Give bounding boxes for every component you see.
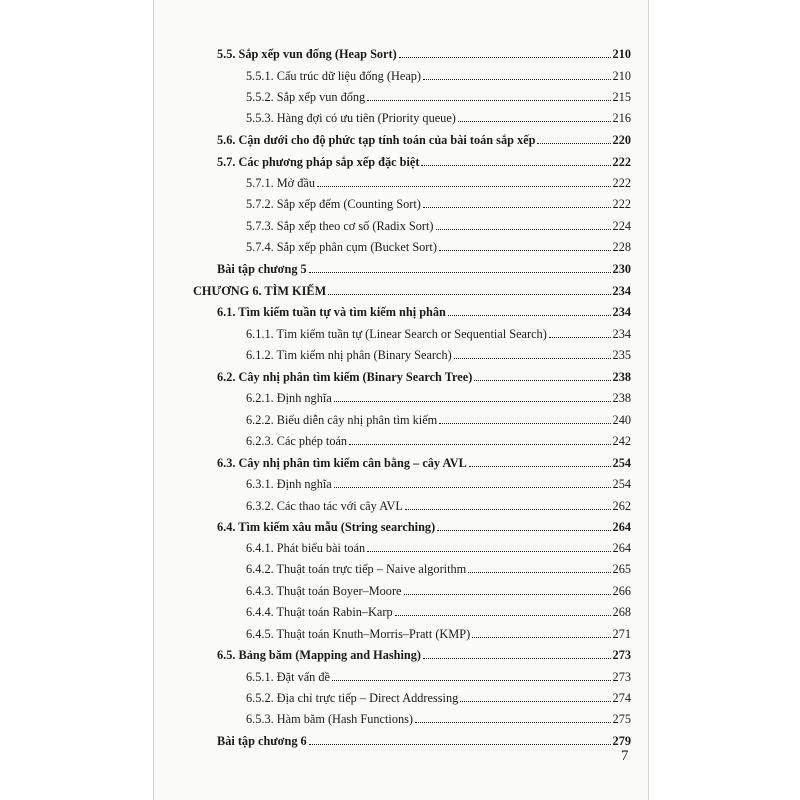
toc-entry-title: 5.5.2. Sắp xếp vun đống [246,90,366,104]
toc-dot-leader [423,658,611,659]
toc-dot-leader [458,121,611,122]
toc-entry-page: 274 [612,691,631,705]
toc-subsection-entry [193,385,631,405]
toc-dot-leader [309,744,611,745]
toc-subsection-entry [193,535,631,555]
toc-entry-title: Bài tập chương 5 [217,262,307,276]
toc-dot-leader [404,594,611,595]
toc-dot-leader [469,466,611,467]
toc-subsection-entry [193,321,631,341]
toc-entry-page: 271 [612,627,631,641]
toc-section-entry [193,642,631,662]
toc-dot-leader [399,57,611,58]
toc-subsection-entry [193,191,631,211]
toc-entry-page: 264 [612,541,631,555]
toc-entry-title: 5.7.4. Sắp xếp phân cụm (Bucket Sort) [246,240,437,254]
toc-dot-leader [423,79,611,80]
toc-entry-title: 6.5.1. Đặt vấn đề [246,670,331,684]
toc-entry-page: 230 [612,262,631,276]
toc-subsection-entry [193,664,631,684]
toc-dot-leader [423,207,611,208]
toc-entry-title: 5.7.3. Sắp xếp theo cơ số (Radix Sort) [246,219,434,233]
toc-entry-title: 6.4.1. Phát biểu bài toán [246,541,366,555]
toc-entry-page: 242 [612,434,631,448]
toc-entry-title: 6.1.2. Tìm kiếm nhị phân (Binary Search) [246,348,452,362]
toc-section-entry [193,149,631,169]
toc-section-entry [193,256,631,276]
toc-entry-page: 262 [612,499,631,513]
toc-subsection-entry [193,599,631,619]
toc-entry-title: 6.2.2. Biểu diễn cây nhị phân tìm kiếm [246,413,438,427]
toc-subsection-entry [193,706,631,726]
toc-subsection-entry [193,493,631,513]
toc-entry-page: 238 [612,370,631,384]
toc-dot-leader [395,615,611,616]
toc-dot-leader [332,680,611,681]
toc-subsection-entry [193,170,631,190]
toc-entry-title: 5.7.2. Sắp xếp đếm (Counting Sort) [246,197,421,211]
toc-entry-title: 6.5.2. Địa chỉ trực tiếp – Direct Addressing [246,691,459,705]
toc-dot-leader [334,401,611,402]
toc-entry-page: 238 [612,391,631,405]
toc-dot-leader [309,272,611,273]
toc-section-entry [193,127,631,147]
toc-entry-page: 254 [612,456,631,470]
toc-dot-leader [405,509,611,510]
toc-entry-page: 224 [612,219,631,233]
toc-dot-leader [328,294,610,295]
toc-entry-title: 5.7.1. Mở đầu [246,176,316,190]
toc-entry-title: 6.4.3. Thuật toán Boyer–Moore [246,584,402,598]
toc-entry-title: 6.4.4. Thuật toán Rabin–Karp [246,605,393,619]
toc-entry-title: 6.5.3. Hàm băm (Hash Functions) [246,712,414,726]
toc-subsection-entry [193,213,631,233]
toc-subsection-entry [193,428,631,448]
toc-chapter-entry [193,278,631,298]
toc-entry-page: 222 [612,155,631,169]
toc-entry-page: 273 [612,670,631,684]
toc-entry-title: 5.5.1. Cấu trúc dữ liệu đống (Heap) [246,69,422,83]
toc-subsection-entry [193,234,631,254]
toc-section-entry [193,450,631,470]
toc-entry-title: 6.5. Bảng băm (Mapping and Hashing) [217,648,421,662]
toc-entry-title: 6.1.1. Tìm kiếm tuần tự (Linear Search or Sequential Search) [246,327,547,341]
toc-entry-page: 222 [612,176,631,190]
toc-dot-leader [436,229,611,230]
toc-section-entry [193,364,631,384]
toc-entry-page: 234 [612,327,631,341]
toc-entry-title: 5.5. Sắp xếp vun đống (Heap Sort) [217,47,397,61]
toc-entry-page: 275 [612,712,631,726]
toc-entry-title: 6.2. Cây nhị phân tìm kiếm (Binary Search Tree) [217,370,473,384]
toc-dot-leader [468,572,610,573]
toc-subsection-entry [193,621,631,641]
toc-dot-leader [439,250,611,251]
toc-subsection-entry [193,471,631,491]
toc-entry-title: 5.6. Cận dưới cho độ phức tạp tính toán của bài toán sắp xếp [217,133,536,147]
toc-dot-leader [415,722,611,723]
toc-entry-page: 222 [612,197,631,211]
toc-entry-page: 210 [612,69,631,83]
toc-dot-leader [448,315,611,316]
toc-subsection-entry [193,407,631,427]
toc-subsection-entry [193,556,631,576]
toc-dot-leader [367,100,610,101]
toc-entry-title: 5.5.3. Hàng đợi có ưu tiên (Priority queue) [246,111,456,125]
toc-dot-leader [537,143,610,144]
toc-entry-page: 235 [612,348,631,362]
toc-dot-leader [460,701,610,702]
toc-dot-leader [472,637,610,638]
toc-entry-page: 273 [612,648,631,662]
toc-subsection-entry [193,578,631,598]
toc-entry-title: 6.2.1. Định nghĩa [246,391,332,405]
toc-entry-title: 6.2.3. Các phép toán [246,434,348,448]
toc-dot-leader [439,423,610,424]
page-number: 7 [621,748,629,764]
toc-subsection-entry [193,63,631,83]
toc-dot-leader [349,444,610,445]
toc-entry-page: 220 [612,133,631,147]
toc-subsection-entry [193,84,631,104]
toc-section-entry [193,299,631,319]
toc-entry-title: Bài tập chương 6 [217,734,307,748]
toc-entry-title: 6.4.2. Thuật toán trực tiếp – Naive algorithm [246,562,467,576]
toc-entry-title: 6.3.2. Các thao tác với cây AVL [246,499,403,513]
toc-entry-page: 264 [612,520,631,534]
toc-section-entry [193,728,631,748]
toc-subsection-entry [193,342,631,362]
toc-entry-page: 268 [612,605,631,619]
toc-entry-title: 6.3. Cây nhị phân tìm kiếm cân bằng – cây AVL [217,456,467,470]
toc-entry-page: 234 [612,284,631,298]
toc-subsection-entry [193,105,631,125]
toc-entry-page: 266 [612,584,631,598]
toc-dot-leader [454,358,611,359]
toc-entry-page: 228 [612,240,631,254]
toc-entry-page: 210 [612,47,631,61]
toc-dot-leader [474,380,610,381]
toc-entry-page: 240 [612,413,631,427]
toc-entry-title: 6.1. Tìm kiếm tuần tự và tìm kiếm nhị phân [217,305,446,319]
toc-dot-leader [367,551,610,552]
toc-entry-page: 254 [612,477,631,491]
toc-dot-leader [421,165,610,166]
toc-section-entry [193,514,631,534]
toc-dot-leader [334,487,611,488]
toc-subsection-entry [193,685,631,705]
toc-entry-title: 5.7. Các phương pháp sắp xếp đặc biệt [217,155,420,169]
toc-dot-leader [549,337,611,338]
toc-entry-page: 216 [612,111,631,125]
toc-entry-title: 6.4. Tìm kiếm xâu mẫu (String searching) [217,520,436,534]
toc-entry-title: 6.3.1. Định nghĩa [246,477,332,491]
toc-entry-page: 215 [612,90,631,104]
toc-entry-title: CHƯƠNG 6. TÌM KIẾM [193,284,327,298]
toc-entry-page: 234 [612,305,631,319]
toc-dot-leader [317,186,611,187]
toc-entry-title: 6.4.5. Thuật toán Knuth–Morris–Pratt (KMP) [246,627,471,641]
toc-section-entry [193,41,631,61]
toc-entry-page: 265 [612,562,631,576]
toc-dot-leader [437,530,610,531]
toc-entry-page: 279 [612,734,631,748]
